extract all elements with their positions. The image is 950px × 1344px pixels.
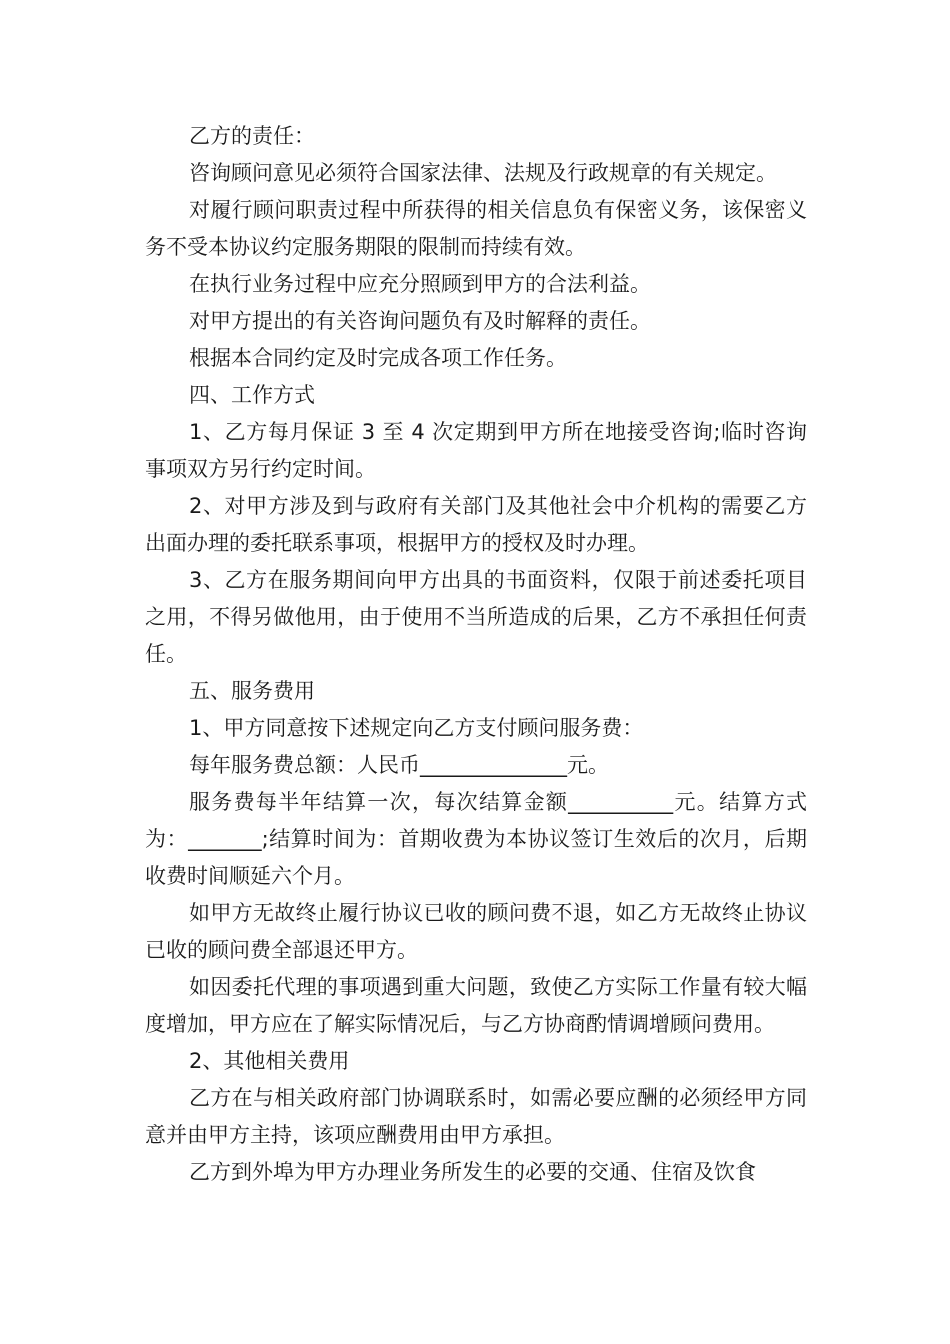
paragraph-complete-tasks: 根据本合同约定及时完成各项工作任务。: [189, 346, 567, 370]
paragraph-fee-adjustment: 如因委托代理的事项遇到重大问题，致使乙方实际工作量有较大幅度增加，甲方应在了解实际情况后，与乙方协商酌情调增顾问费用。: [145, 975, 807, 1036]
paragraph-entertainment-fees: 乙方在与相关政府部门协调联系时，如需必要应酬的必须经甲方同意并由甲方主持，该项应酬费用由甲方承担。: [145, 1086, 807, 1147]
document-body: [145, 118, 807, 1191]
section-heading-work-method: 四、工作方式: [189, 383, 315, 407]
paragraph-work-method-2: 2、对甲方涉及到与政府有关部门及其他社会中介机构的需要乙方出面办理的委托联系事项，根据甲方的授权及时办理。: [145, 494, 807, 555]
section-heading-service-fee: 五、服务费用: [189, 679, 315, 703]
paragraph-fee-1: 1、甲方同意按下述规定向乙方支付顾问服务费：: [189, 716, 644, 740]
paragraph-settlement: 服务费每半年结算一次，每次结算金额__________元。结算方式为：_______;结算时间为：首期收费为本协议签订生效后的次月，后期收费时间顺延六个月。: [145, 790, 807, 888]
paragraph-responsibility-heading: 乙方的责任：: [189, 124, 315, 148]
paragraph-confidentiality: 对履行顾问职责过程中所获得的相关信息负有保密义务，该保密义务不受本协议约定服务期限的限制而持续有效。: [145, 198, 807, 259]
paragraph-client-interest: 在执行业务过程中应充分照顾到甲方的合法利益。: [189, 272, 651, 296]
paragraph-work-method-3: 3、乙方在服务期间向甲方出具的书面资料，仅限于前述委托项目之用，不得另做他用，由于使用不当所造成的后果，乙方不承担任何责任。: [145, 568, 807, 666]
paragraph-work-method-1: 1、乙方每月保证 3 至 4 次定期到甲方所在地接受咨询;临时咨询事项双方另行约定时间。: [145, 420, 807, 481]
paragraph-termination: 如甲方无故终止履行协议已收的顾问费不退，如乙方无故终止协议已收的顾问费全部退还甲方。: [145, 901, 807, 962]
paragraph-annual-fee: 每年服务费总额：人民币______________元。: [189, 753, 609, 777]
paragraph-timely-explanation: 对甲方提出的有关咨询问题负有及时解释的责任。: [189, 309, 651, 333]
paragraph-travel-fees: 乙方到外埠为甲方办理业务所发生的必要的交通、住宿及饮食: [189, 1160, 756, 1184]
paragraph-legal-compliance: 咨询顾问意见必须符合国家法律、法规及行政规章的有关规定。: [189, 161, 777, 185]
paragraph-other-fees-heading: 2、其他相关费用: [189, 1049, 350, 1073]
